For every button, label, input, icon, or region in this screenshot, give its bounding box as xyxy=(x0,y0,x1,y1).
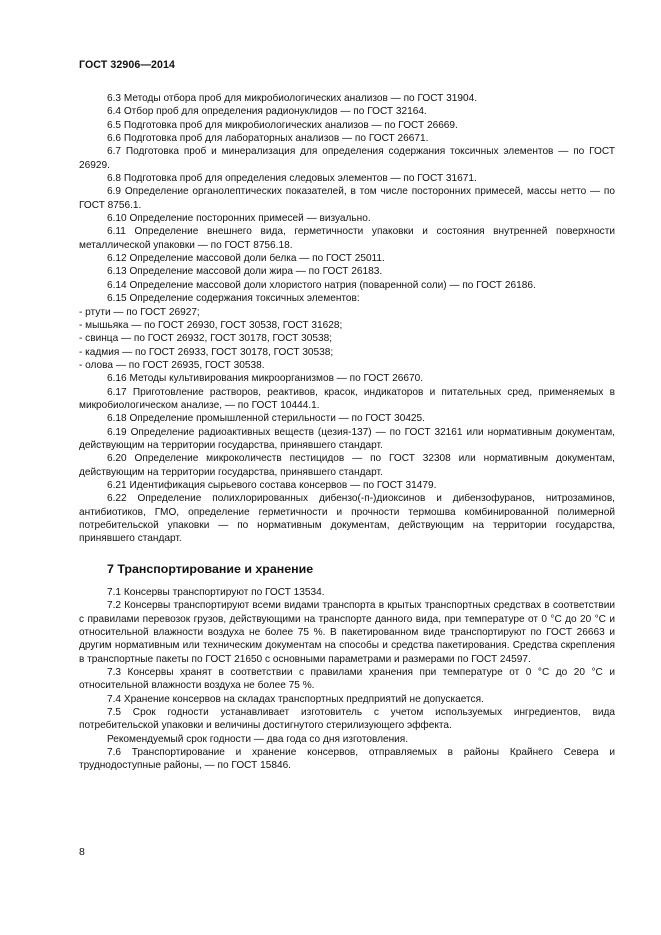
paragraph: 6.16 Методы культивирования микроорганизмов — по ГОСТ 26670. xyxy=(107,373,424,385)
paragraph: 6.10 Определение посторонних примесей — визуально. xyxy=(107,213,371,225)
paragraph: - свинца — по ГОСТ 26932, ГОСТ 30178, ГОСТ 30538; xyxy=(79,333,333,345)
section-7-heading: 7 Транспортирование и хранение xyxy=(107,562,314,576)
paragraph: 6.15 Определение содержания токсичных элементов: xyxy=(107,293,360,305)
paragraph: 6.14 Определение массовой доли хлористого натрия (поваренной соли) — по ГОСТ 26186. xyxy=(107,279,536,291)
paragraph: 6.6 Подготовка проб для лабораторных анализов — по ГОСТ 26671. xyxy=(107,133,429,145)
page-number: 8 xyxy=(79,846,85,858)
paragraph: 6.22 Определение полихлорированных дибензо(-п-)диоксинов и дибензофуранов, нитрозаминов, антибиотиков, ГМО, определение герметичности и прочности термошва комбинированной полимерной потребительской упаковки — по нормативным документам, действующим на территории государства, принявшего стандарт. xyxy=(79,493,615,545)
paragraph: 6.19 Определение радиоактивных веществ (цезия-137) — по ГОСТ 32161 или нормативным документам, действующим на территории государства, принявшего стандарт. xyxy=(79,426,615,451)
document-header: ГОСТ 32906—2014 xyxy=(79,59,176,71)
paragraph: 7.3 Консервы хранят в соответствии с правилами хранения при температуре от 0 °С до 20 °С и относительной влажности воздуха не более 75 %. xyxy=(79,667,615,692)
paragraph: 7.1 Консервы транспортируют по ГОСТ 13534. xyxy=(107,587,325,598)
paragraph: 6.20 Определение микроколичеств пестицидов — по ГОСТ 32308 или нормативным документам, действующим на территории государства, принявшего стандарт. xyxy=(79,453,615,478)
paragraph: 6.21 Идентификация сырьевого состава консервов — по ГОСТ 31479. xyxy=(107,479,437,491)
paragraph: 6.18 Определение промышленной стерильности — по ГОСТ 30425. xyxy=(107,413,425,425)
paragraph: 6.4 Отбор проб для определения радионуклидов — по ГОСТ 32164. xyxy=(107,106,427,118)
paragraph: 7.4 Хранение консервов на складах транспортных предприятий не допускается. xyxy=(107,693,484,705)
paragraph: 6.5 Подготовка проб для микробиологических анализов — по ГОСТ 26669. xyxy=(107,119,458,131)
paragraph: 6.12 Определение массовой доли белка — по ГОСТ 25011. xyxy=(107,253,385,265)
paragraph: 6.11 Определение внешнего вида, герметичности упаковки и состояния внутренней поверхности металлической упаковки — по ГОСТ 8756.18. xyxy=(79,226,615,251)
paragraph: 6.17 Приготовление растворов, реактивов, красок, индикаторов и питательных сред, применяемых в микробиологическом анализе, — по ГОСТ 10444.1. xyxy=(79,386,615,411)
paragraph: 6.8 Подготовка проб для определения следовых элементов — по ГОСТ 31671. xyxy=(107,173,477,185)
paragraph: 6.3 Методы отбора проб для микробиологических анализов — по ГОСТ 31904. xyxy=(107,93,478,104)
section-7-body xyxy=(79,586,615,773)
paragraph: Рекомендуемый срок годности — два года со дня изготовления. xyxy=(107,733,409,745)
paragraph: 6.13 Определение массовой доли жира — по ГОСТ 26183. xyxy=(107,266,383,278)
paragraph: - олова — по ГОСТ 26935, ГОСТ 30538. xyxy=(79,359,265,371)
section-6-body xyxy=(79,92,615,546)
paragraph: 7.5 Срок годности устанавливает изготовитель с учетом используемых ингредиентов, вида потребительской упаковки и величины достигнутого стерилизующего эффекта. xyxy=(79,707,615,732)
paragraph: 6.9 Определение органолептических показателей, в том числе посторонних примесей, массы нетто — по ГОСТ 8756.1. xyxy=(79,186,615,211)
paragraph: - кадмия — по ГОСТ 26933, ГОСТ 30178, ГОСТ 30538; xyxy=(79,346,334,358)
paragraph: 7.6 Транспортирование и хранение консервов, отправляемых в районы Крайнего Севера и труднодоступные районы, — по ГОСТ 15846. xyxy=(79,747,615,772)
paragraph: - ртути — по ГОСТ 26927; xyxy=(79,306,200,318)
paragraph: 6.7 Подготовка проб и минерализация для определения содержания токсичных элементов — по ГОСТ 26929. xyxy=(79,146,615,171)
paragraph: - мышьяка — по ГОСТ 26930, ГОСТ 30538, ГОСТ 31628; xyxy=(79,319,343,331)
paragraph: 7.2 Консервы транспортируют всеми видами транспорта в крытых транспортных средствах в соответствии с правилами перевозок грузов, действующими на транспорте данного вида, при температуре от 0 °С до 20 °С и относительной влажности воздуха не более 75 %. В пакетированном виде транспортируют по ГОСТ 26663 и другим нормативным или техническим документам на способы и средства пакетирования. Средства скрепления в транспортные пакеты по ГОСТ 21650 с основными параметрами и размерами по ГОСТ 24597. xyxy=(79,600,615,665)
